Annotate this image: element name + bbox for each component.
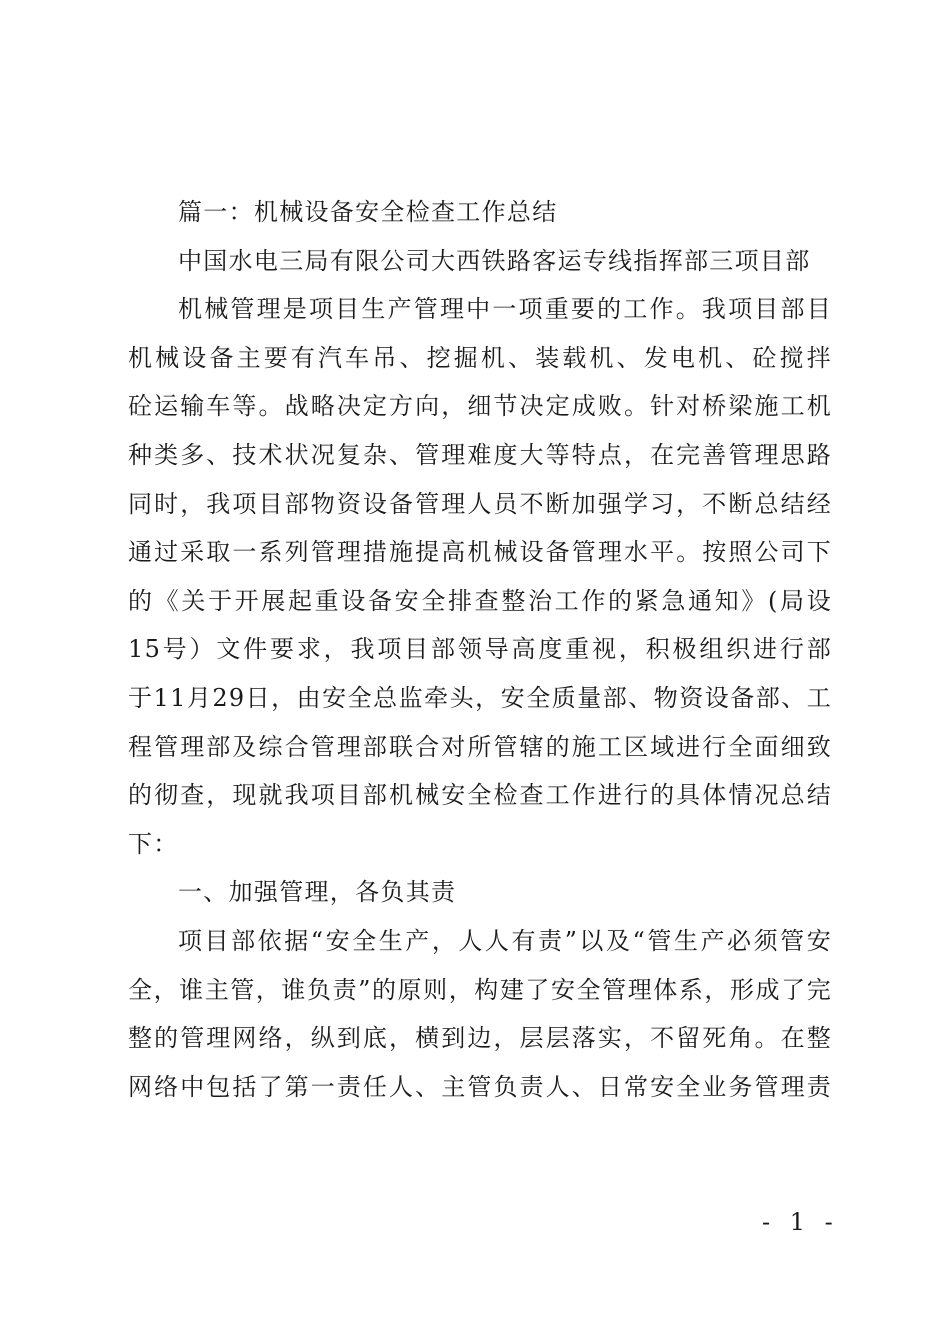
paragraph-line: 程管理部及综合管理部联合对所管辖的施工区域进行全面细致 bbox=[128, 732, 832, 761]
paragraph-line: 于11月29日，由安全总监牵头，安全质量部、物资设备部、工 bbox=[128, 683, 832, 712]
paragraph-line: 网络中包括了第一责任人、主管负责人、日常安全业务管理责 bbox=[128, 1072, 832, 1101]
paragraph-line: 机械管理是项目生产管理中一项重要的工作。我项目部目 bbox=[178, 295, 832, 324]
paragraph-line: 的《关于开展起重设备安全排查整治工作的紧急通知》(局设 bbox=[128, 586, 832, 615]
document-body bbox=[128, 188, 832, 1111]
paragraph-line: 机械设备主要有汽车吊、挖掘机、装载机、发电机、砼搅拌 bbox=[128, 343, 832, 372]
paragraph-line: 下： bbox=[128, 829, 179, 858]
paragraph-responsibility bbox=[128, 917, 832, 1111]
paragraph-line: 全，谁主管，谁负责”的原则，构建了安全管理体系，形成了完 bbox=[128, 975, 832, 1004]
document-title: 篇一：机械设备安全检查工作总结 bbox=[178, 198, 558, 226]
paragraph-line: 同时，我项目部物资设备管理人员不断加强学习，不断总结经 bbox=[128, 489, 832, 518]
paragraph-line: 种类多、技术状况复杂、管理难度大等特点，在完善管理思路 bbox=[128, 440, 832, 469]
paragraph-line: 砼运输车等。战略决定方向，细节决定成败。针对桥梁施工机 bbox=[128, 392, 832, 421]
paragraph-line: 项目部依据“安全生产，人人有责”以及“管生产必须管安 bbox=[178, 926, 832, 955]
paragraph-line: 整的管理网络，纵到底，横到边，层层落实，不留死角。在整 bbox=[128, 1024, 832, 1053]
paragraph-line: 的彻查，现就我项目部机械安全检查工作进行的具体情况总结 bbox=[128, 781, 832, 810]
paragraph-line: 通过采取一系列管理措施提高机械设备管理水平。按照公司下 bbox=[128, 538, 832, 567]
section-heading: 一、加强管理，各负其责 bbox=[178, 878, 457, 907]
organization-line: 中国水电三局有限公司大西铁路客运专线指挥部三项目部 bbox=[178, 246, 811, 275]
paragraph-line: 15号）文件要求，我项目部领导高度重视，积极组织进行部 bbox=[128, 635, 832, 664]
page-number: - 1 - bbox=[762, 1208, 839, 1236]
paragraph-intro bbox=[128, 285, 832, 868]
